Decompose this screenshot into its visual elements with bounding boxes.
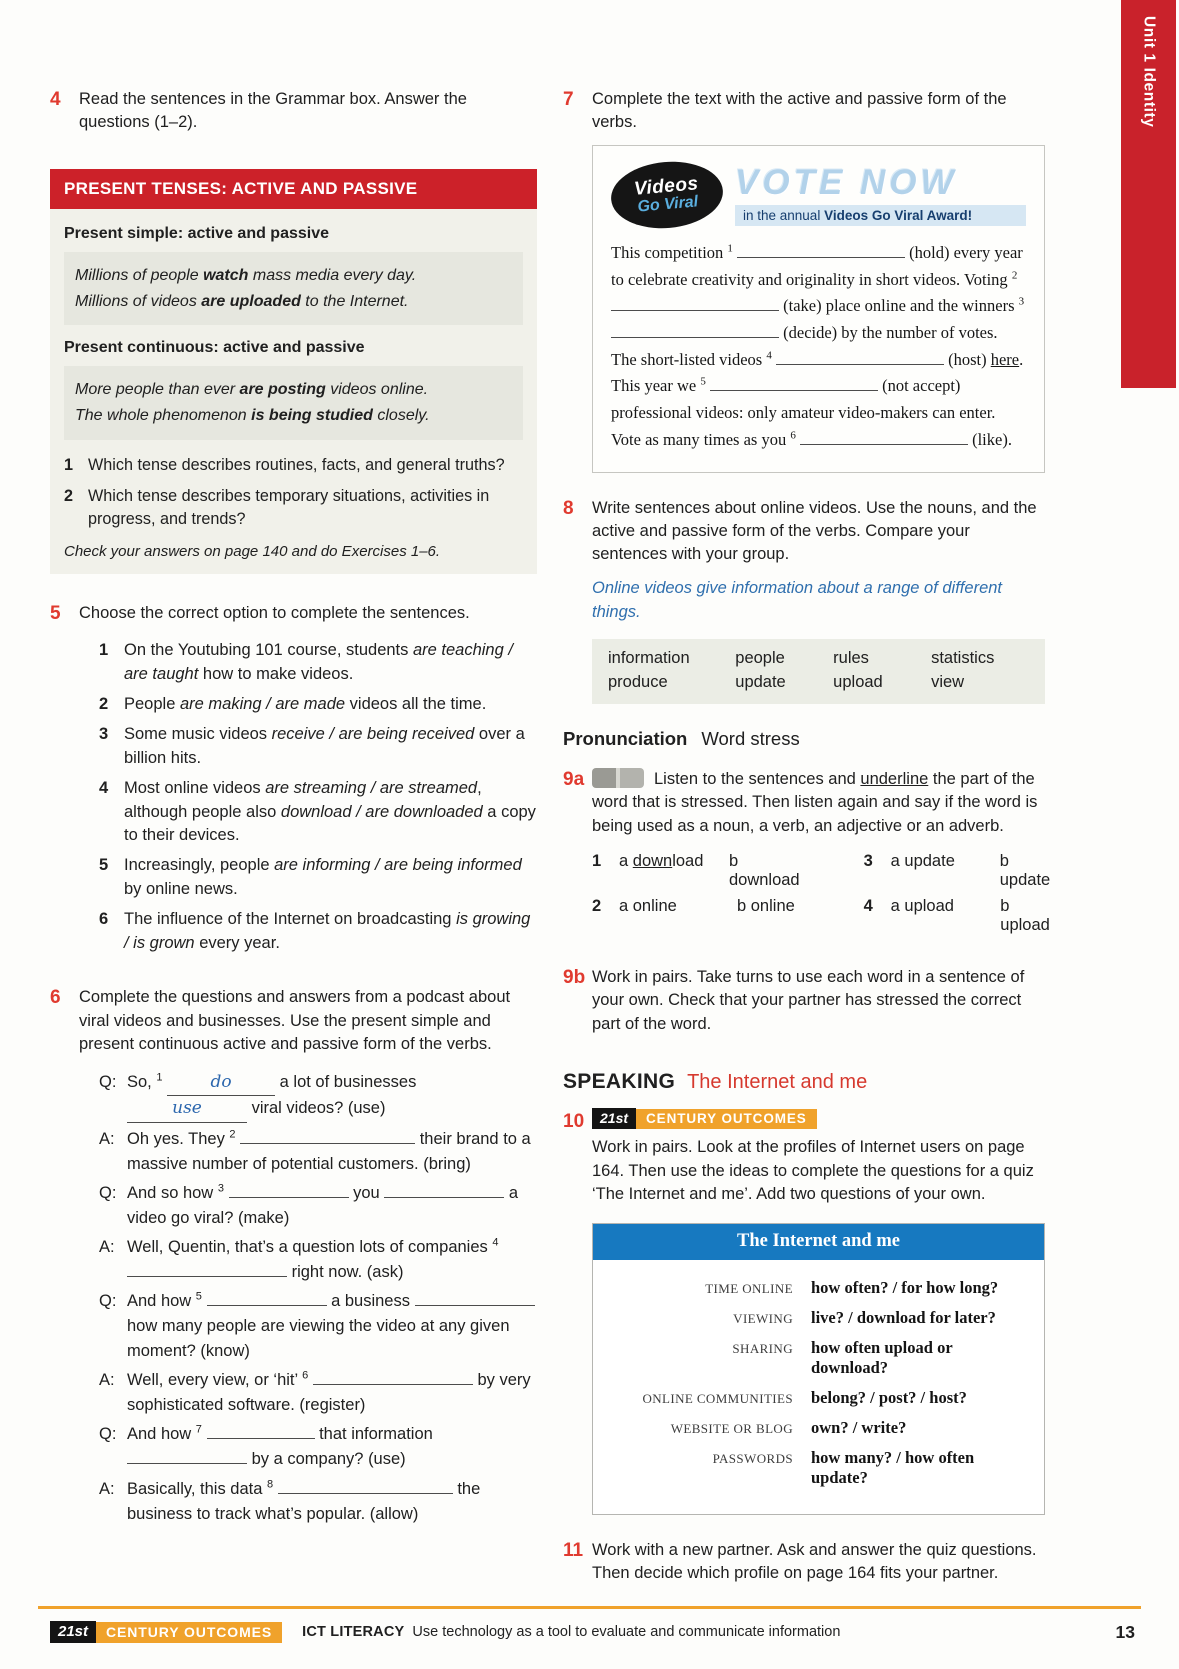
videos-go-viral-logo: Videos Go Viral <box>608 157 725 233</box>
exercise-6-dialogue <box>99 1070 537 1526</box>
dialogue-line: A: Basically, this data $^8$ the business to track what’s popular. (allow) <box>99 1478 481 1523</box>
badge-century-outcomes: CENTURY OUTCOMES <box>636 1109 817 1129</box>
exercise-5-items <box>99 639 537 956</box>
quiz-box <box>592 1223 1045 1515</box>
fill-in-blank <box>229 1197 349 1198</box>
exercise-9a-instruction: Listen to the sentences and underline the part of the word that is stressed. Then listen again and say if the word is being used as a noun, a verb, an adjective or an adverb. <box>592 769 1038 835</box>
handwritten-answer: do <box>210 1072 232 1093</box>
grammar-check-note: Check your answers on page 140 and do Exercises 1–6. <box>64 542 441 560</box>
exercise-10-instruction: Work in pairs. Look at the profiles of Internet users on page 164. Then use the ideas to complete the questions for a quiz ‘The Internet and me’. Add two questions of your own. <box>592 1138 1034 1204</box>
exercise-9a <box>563 768 1051 942</box>
century-outcomes-badge <box>592 1110 1045 1128</box>
grammar-subhead-present-continuous: Present continuous: active and passive <box>64 339 365 357</box>
exercise-10-number: 10 <box>563 1111 585 1133</box>
fill-in-blank <box>611 337 779 338</box>
list-item: 3 Some music videos receive / are being received over a billion hits. <box>99 724 525 767</box>
exercise-5 <box>50 602 537 962</box>
grammar-box-title: PRESENT TENSES: ACTIVE AND PASSIVE <box>50 169 537 209</box>
word-box-item: produce <box>608 672 668 691</box>
grammar-subhead-present-simple: Present simple: active and passive <box>64 224 330 242</box>
quiz-row: PASSWORDS how many? / how often update? <box>712 1447 975 1487</box>
exercise-9b <box>563 966 1045 1046</box>
stress-item: 3 a update b update <box>863 851 1051 889</box>
exercise-6-instruction: Complete the questions and answers from a podcast about viral videos and businesses. Use the present simple and present continuous active and passive form of the verbs. <box>79 988 511 1053</box>
quiz-row: ONLINE COMMUNITIES belong? / post? / host? <box>642 1387 967 1407</box>
exercise-7 <box>563 88 1045 473</box>
exercise-9a-number: 9a <box>563 768 585 790</box>
grammar-examples-simple <box>64 252 523 325</box>
word-box-item: update <box>735 672 786 691</box>
audio-track-icon <box>592 768 644 788</box>
speaking-heading: SPEAKING The Internet and me <box>563 1070 868 1094</box>
fill-in-blank <box>240 1143 415 1144</box>
handwritten-answer: use <box>172 1098 202 1119</box>
dialogue-line: Q: And so how $^3$ you a video go viral? (make) <box>99 1182 519 1227</box>
word-box-item: upload <box>833 672 883 691</box>
stress-item: 1 a download b download <box>592 851 800 889</box>
list-item: 1 On the Youtubing 101 course, students are teaching / are taught how to make videos. <box>99 641 513 683</box>
fill-in-blank <box>207 1305 327 1306</box>
pronunciation-heading: Pronunciation Word stress <box>563 727 800 749</box>
grammar-example: More people than ever are posting videos online. <box>75 381 429 399</box>
grammar-example: Millions of people watch mass media every day. <box>75 266 417 284</box>
footer-category: ICT LITERACY <box>302 1624 405 1640</box>
vote-now-text: This competition $^1$ (hold) every year to celebrate creativity and originality in short videos. Voting $^2$ (take) place online and the winners $^3$ (decide) by the number of votes. The short-listed videos $^4$ (host) here. This year we $^5$ (not accept) professional videos: only amateur video-makers can enter. Vote as many times as you $^6$ (like). <box>611 242 1025 449</box>
quiz-row: SHARING how often upload or download? <box>732 1337 953 1377</box>
fill-in-blank <box>278 1493 453 1494</box>
exercise-11 <box>563 1539 1045 1596</box>
fill-in-blank <box>384 1197 504 1198</box>
footer-description: Use technology as a tool to evaluate and communicate information <box>412 1624 841 1640</box>
quiz-row: TIME ONLINE how often? / for how long? <box>705 1277 999 1297</box>
vote-now-headline: VOTE NOW <box>735 163 958 203</box>
badge-century-outcomes: CENTURY OUTCOMES <box>96 1622 282 1643</box>
exercise-4 <box>50 88 537 145</box>
grammar-box <box>50 169 537 574</box>
exercise-11-instruction: Work with a new partner. Ask and answer the quiz questions. Then decide which profile on page 164 fits your partner. <box>592 1540 1037 1582</box>
footer <box>50 1621 1135 1643</box>
dialogue-line: Q: So, $^1$ do a lot of businesses use viral videos? (use) <box>99 1070 537 1122</box>
exercise-7-instruction: Complete the text with the active and passive form of the verbs. <box>592 90 1007 132</box>
fill-in-blank <box>127 1276 287 1277</box>
exercise-4-number: 4 <box>50 89 61 110</box>
list-item: 2 People are making / are made videos all the time. <box>99 694 487 713</box>
page-number: 13 <box>1115 1621 1135 1642</box>
exercise-9b-number: 9b <box>563 966 586 988</box>
dialogue-line: A: Well, Quentin, that’s a question lots of companies $^4$ right now. (ask) <box>99 1236 499 1281</box>
exercise-5-number: 5 <box>50 602 61 624</box>
grammar-examples-continuous <box>64 366 523 439</box>
exercise-6 <box>50 986 537 1531</box>
exercise-6-number: 6 <box>50 987 61 1009</box>
dialogue-line: A: Well, every view, or ‘hit’ $^6$ by very sophisticated software. (register) <box>99 1369 531 1415</box>
exercise-8 <box>563 497 1045 704</box>
exercise-5-instruction: Choose the correct option to complete the sentences. <box>79 603 470 622</box>
exercise-9b-instruction: Work in pairs. Take turns to use each word in a sentence of your own. Check that your partner has stressed the correct part of the word. <box>592 967 1025 1033</box>
badge-21st: 21st <box>50 1621 96 1643</box>
word-box <box>592 639 1045 704</box>
fill-in-blank <box>167 1070 275 1096</box>
exercise-10 <box>563 1110 1045 1514</box>
here-link: here <box>990 349 1020 369</box>
grammar-question-2: 2 Which tense describes temporary situations, activities in progress, and trends? <box>64 487 490 528</box>
grammar-question-1: 1 Which tense describes routines, facts, and general truths? <box>64 455 505 474</box>
example-sentence: Online videos give information about a range of different things. <box>592 578 1003 621</box>
fill-in-blank <box>737 257 905 258</box>
quiz-title: The Internet and me <box>593 1224 1044 1260</box>
word-box-item: rules <box>833 648 869 667</box>
fill-in-blank <box>313 1384 473 1385</box>
fill-in-blank <box>127 1463 247 1464</box>
word-box-item: people <box>735 648 785 667</box>
dialogue-line: Q: And how $^7$ that information by a company? (use) <box>99 1423 433 1469</box>
exercise-11-number: 11 <box>563 1539 584 1561</box>
word-box-item: information <box>608 648 690 667</box>
fill-in-blank <box>776 364 944 365</box>
exercise-4-instruction: Read the sentences in the Grammar box. Answer the questions (1–2). <box>79 90 467 132</box>
fill-in-blank <box>611 310 779 311</box>
unit-tab-label: Unit 1 Identity <box>1140 16 1158 128</box>
vote-now-box <box>592 145 1045 473</box>
quiz-row: WEBSITE OR BLOG own? / write? <box>670 1417 907 1437</box>
exercise-8-number: 8 <box>563 497 574 519</box>
stress-item: 4 a upload b upload <box>863 896 1050 934</box>
list-item: 6 The influence of the Internet on broadcasting is growing / is grown every year. <box>99 910 531 953</box>
fill-in-blank <box>415 1305 535 1306</box>
quiz-row: VIEWING live? / download for later? <box>733 1307 996 1327</box>
list-item: 4 Most online videos are streaming / are streamed, although people also download / are downloaded a copy to their devices. <box>99 778 536 845</box>
exercise-8-instruction: Write sentences about online videos. Use the nouns, and the active and passive form of the verbs. Compare your sentences with your group. <box>592 498 1037 564</box>
dialogue-line: Q: And how $^5$ a business how many people are viewing the video at any given moment? (know) <box>99 1289 537 1364</box>
right-column <box>563 88 1051 1619</box>
footer-rule <box>38 1606 1141 1609</box>
list-item: 5 Increasingly, people are informing / are being informed by online news. <box>99 856 522 899</box>
unit-tab <box>1121 0 1176 388</box>
grammar-box-body <box>50 209 537 574</box>
left-column <box>50 88 537 1555</box>
stress-item: 2 a online b online <box>592 896 795 915</box>
fill-in-blank <box>800 444 968 445</box>
grammar-example: The whole phenomenon is being studied closely. <box>75 407 430 425</box>
dialogue-line: A: Oh yes. They $^2$ their brand to a massive number of potential customers. (bring) <box>99 1128 531 1173</box>
badge-21st: 21st <box>592 1108 636 1129</box>
grammar-example: Millions of videos are uploaded to the Internet. <box>75 293 409 311</box>
vote-now-subtitle: in the annual Videos Go Viral Award! <box>735 205 1026 226</box>
word-box-item: view <box>931 672 965 691</box>
fill-in-blank <box>127 1096 247 1122</box>
fill-in-blank <box>207 1438 315 1439</box>
stress-word-list <box>592 851 1051 942</box>
word-box-item: statistics <box>931 648 995 667</box>
fill-in-blank <box>710 390 878 391</box>
exercise-7-number: 7 <box>563 89 574 110</box>
